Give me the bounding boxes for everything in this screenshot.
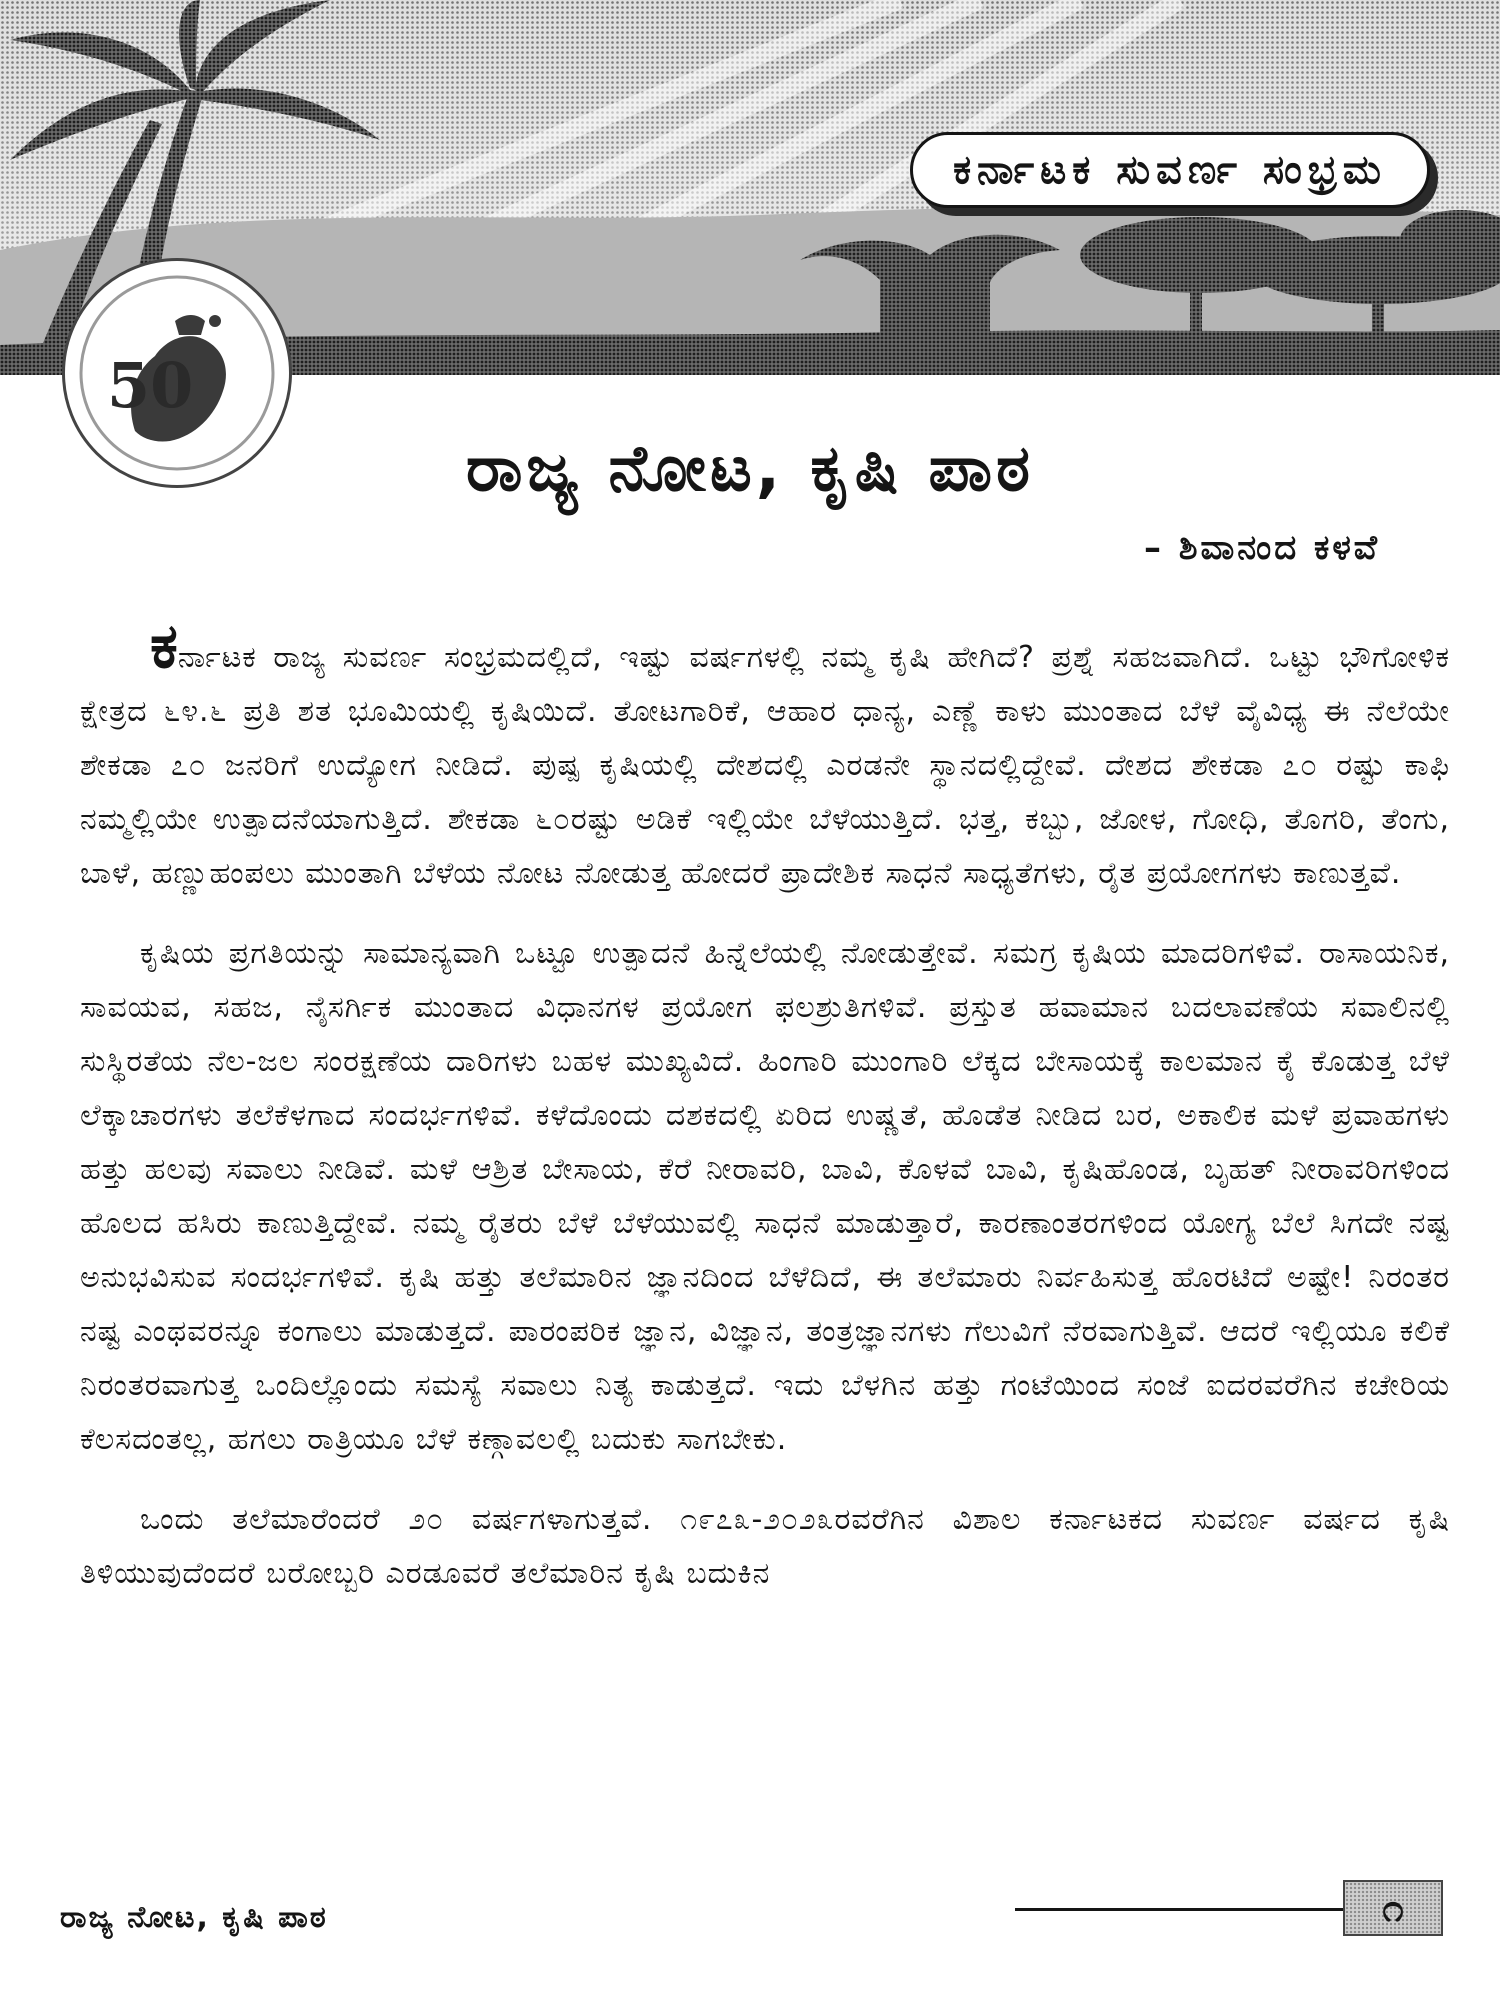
series-label: ಕರ್ನಾಟಕ ಸುವರ್ಣ ಸಂಭ್ರಮ (910, 132, 1430, 208)
paragraph: ಕೃಷಿಯ ಪ್ರಗತಿಯನ್ನು ಸಾಮಾನ್ಯವಾಗಿ ಒಟ್ಟೂ ಉತ್ಪಾದನೆ ಹಿನ್ನೆಲೆಯಲ್ಲಿ ನೋಡುತ್ತೇವೆ. ಸಮಗ್ರ ಕೃಷಿಯ ಮಾದರಿಗಳಿವೆ. ರಾಸಾಯನಿಕ, ಸಾವಯವ, ಸಹಜ, ನೈಸರ್ಗಿಕ ಮುಂತಾದ ವಿಧಾನಗಳ ಪ್ರಯೋಗ ಫಲಶ್ರುತಿಗಳಿವೆ. ಪ್ರಸ್ತುತ ಹವಾಮಾನ ಬದಲಾವಣೆಯ ಸವಾಲಿನಲ್ಲಿ ಸುಸ್ಥಿರತೆಯ ನೆಲ-ಜಲ ಸಂರಕ್ಷಣೆಯ ದಾರಿಗಳು ಬಹಳ ಮುಖ್ಯವಿದೆ. ಹಿಂಗಾರಿ ಮುಂಗಾರಿ ಲೆಕ್ಕದ ಬೇಸಾಯಕ್ಕೆ ಕಾಲಮಾನ ಕೈ ಕೊಡುತ್ತ ಬೆಳೆ ಲೆಕ್ಕಾಚಾರಗಳು ತಲೆಕೆಳಗಾದ ಸಂದರ್ಭಗಳಿವೆ. ಕಳೆದೊಂದು ದಶಕದಲ್ಲಿ ಏರಿದ ಉಷ್ಣತೆ, ಹೊಡೆತ ನೀಡಿದ ಬರ, ಅಕಾಲಿಕ ಮಳೆ ಪ್ರವಾಹಗಳು ಹತ್ತು ಹಲವು ಸವಾಲು ನೀಡಿವೆ. ಮಳೆ ಆಶ್ರಿತ ಬೇಸಾಯ, ಕೆರೆ ನೀರಾವರಿ, ಬಾವಿ, ಕೊಳವೆ ಬಾವಿ, ಕೃಷಿಹೊಂಡ, ಬೃಹತ್ ನೀರಾವರಿಗಳಿಂದ ಹೊಲದ ಹಸಿರು ಕಾಣುತ್ತಿದ್ದೇವೆ. ನಮ್ಮ ರೈತರು ಬೆಳೆ ಬೆಳೆಯುವಲ್ಲಿ ಸಾಧನೆ ಮಾಡುತ್ತಾರೆ, ಕಾರಣಾಂತರಗಳಿಂದ ಯೋಗ್ಯ ಬೆಲೆ ಸಿಗದೇ ನಷ್ಟ ಅನುಭವಿಸುವ ಸಂದರ್ಭಗಳಿವೆ. ಕೃಷಿ ಹತ್ತು ತಲೆಮಾರಿನ ಜ್ಞಾನದಿಂದ ಬೆಳೆದಿದೆ, ಈ ತಲೆಮಾರು ನಿರ್ವಹಿಸುತ್ತ ಹೊರಟಿದೆ ಅಷ್ಟೇ! ನಿರಂತರ ನಷ್ಟ ಎಂಥವರನ್ನೂ ಕಂಗಾಲು ಮಾಡುತ್ತದೆ. ಪಾರಂಪರಿಕ ಜ್ಞಾನ, ವಿಜ್ಞಾನ, ತಂತ್ರಜ್ಞಾನಗಳು ಗೆಲುವಿಗೆ ನೆರವಾಗುತ್ತಿವೆ. ಆದರೆ ಇಲ್ಲಿಯೂ ಕಲಿಕೆ ನಿರಂತರವಾಗುತ್ತ ಒಂದಿಲ್ಲೊಂದು ಸಮಸ್ಯೆ ಸವಾಲು ನಿತ್ಯ ಕಾಡುತ್ತದೆ. ಇದು ಬೆಳಗಿನ ಹತ್ತು ಗಂಟೆಯಿಂದ ಸಂಜೆ ಐದರವರೆಗಿನ ಕಚೇರಿಯ ಕೆಲಸದಂತಲ್ಲ, ಹಗಲು ರಾತ್ರಿಯೂ ಬೆಳೆ ಕಣ್ಗಾವಲಲ್ಲಿ ಬದುಕು ಸಾಗಬೇಕು. (80, 936, 1450, 1457)
drop-cap: ಕ (150, 609, 178, 682)
paragraph-text: ರ್ನಾಟಕ ರಾಜ್ಯ ಸುವರ್ಣ ಸಂಭ್ರಮದಲ್ಲಿದೆ, ಇಷ್ಟು ವರ್ಷಗಳಲ್ಲಿ ನಮ್ಮ ಕೃಷಿ ಹೇಗಿದೆ? ಪ್ರಶ್ನೆ ಸಹಜವಾಗಿದೆ. ಒಟ್ಟು ಭೌಗೋಳಿಕ ಕ್ಷೇತ್ರದ ೬೪.೬ ಪ್ರತಿ ಶತ ಭೂಮಿಯಲ್ಲಿ ಕೃಷಿಯಿದೆ. ತೋಟಗಾರಿಕೆ, ಆಹಾರ ಧಾನ್ಯ, ಎಣ್ಣೆ ಕಾಳು ಮುಂತಾದ ಬೆಳೆ ವೈವಿಧ್ಯ ಈ ನೆಲೆಯೇ ಶೇಕಡಾ ೭೦ ಜನರಿಗೆ ಉದ್ಯೋಗ ನೀಡಿದೆ. ಪುಷ್ಪ ಕೃಷಿಯಲ್ಲಿ ದೇಶದಲ್ಲಿ ಎರಡನೇ ಸ್ಥಾನದಲ್ಲಿದ್ದೇವೆ. ದೇಶದ ಶೇಕಡಾ ೭೦ ರಷ್ಟು ಕಾಫಿ ನಮ್ಮಲ್ಲಿಯೇ ಉತ್ಪಾದನೆಯಾಗುತ್ತಿದೆ. ಶೇಕಡಾ ೬೦ರಷ್ಟು ಅಡಿಕೆ ಇಲ್ಲಿಯೇ ಬೆಳೆಯುತ್ತಿದೆ. ಭತ್ತ, ಕಬ್ಬು, ಜೋಳ, ಗೋಧಿ, ತೊಗರಿ, ತೆಂಗು, ಬಾಳೆ, ಹಣ್ಣುಹಂಪಲು ಮುಂತಾಗಿ ಬೆಳೆಯ ನೋಟ ನೋಡುತ್ತ ಹೋದರೆ ಪ್ರಾದೇಶಿಕ ಸಾಧನೆ ಸಾಧ್ಯತೆಗಳು, ರೈತ ಪ್ರಯೋಗಗಳು ಕಾಣುತ್ತವೆ. (80, 640, 1451, 891)
article-title: ರಾಜ್ಯ ನೋಟ, ಕೃಷಿ ಪಾಠ (465, 432, 1035, 506)
article-body (80, 609, 1451, 1627)
paragraph (80, 609, 1451, 901)
footer-divider (1015, 1908, 1343, 1911)
running-footer-title: ರಾಜ್ಯ ನೋಟ, ಕೃಷಿ ಪಾಠ (60, 1900, 328, 1935)
article-author: – ಶಿವಾನಂದ ಕಳವೆ (1143, 528, 1380, 568)
emblem-number: 50 (107, 349, 194, 422)
page-number: ೧ (1343, 1880, 1443, 1936)
paragraph: ಒಂದು ತಲೆಮಾರೆಂದರೆ ೨೦ ವರ್ಷಗಳಾಗುತ್ತವೆ. ೧೯೭೩-೨೦೨೩ರವರೆಗಿನ ವಿಶಾಲ ಕರ್ನಾಟಕದ ಸುವರ್ಣ ವರ್ಷದ ಕೃಷಿ ತಿಳಿಯುವುದೆಂದರೆ ಬರೋಬ್ಬರಿ ಎರಡೂವರೆ ತಲೆಮಾರಿನ ಕೃಷಿ ಬದುಕಿನ (80, 1502, 1450, 1591)
